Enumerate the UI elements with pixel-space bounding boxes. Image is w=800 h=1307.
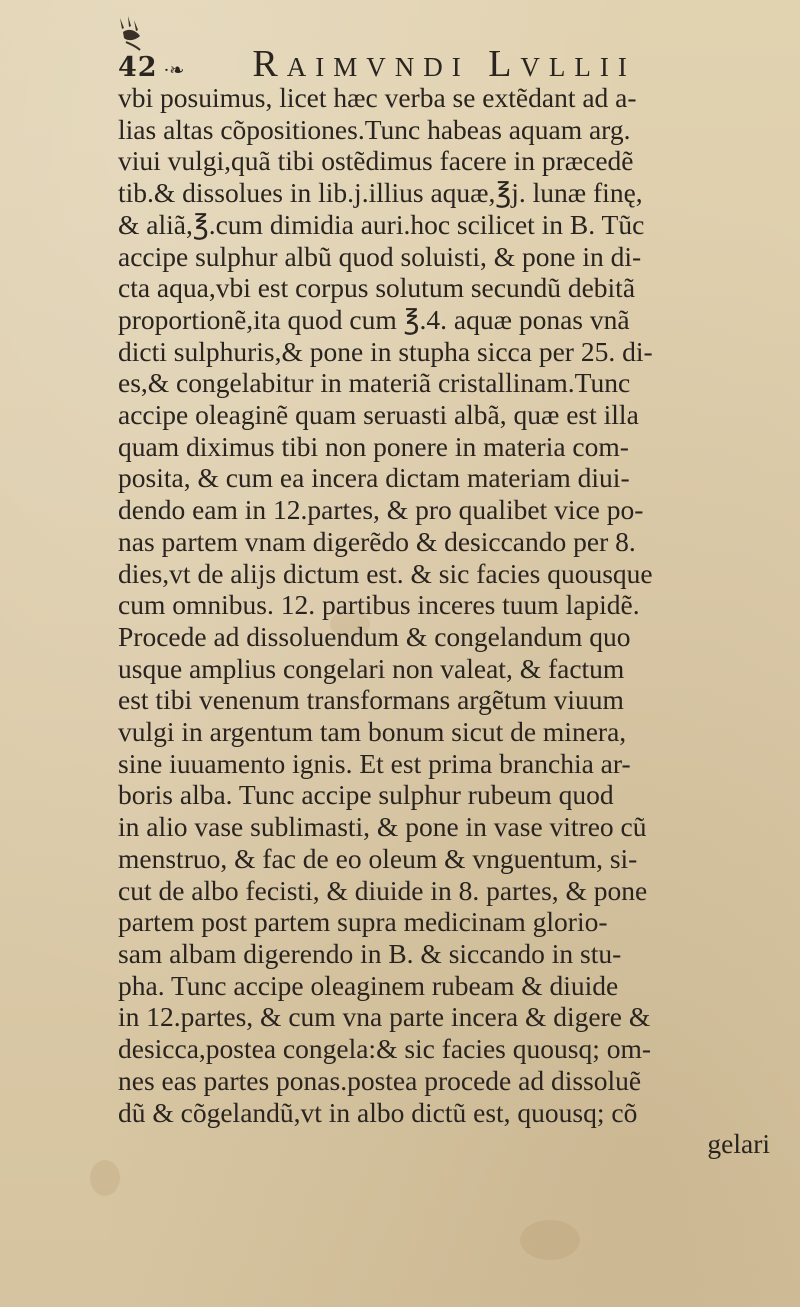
text-line: tib.& dissolues in lib.j.illius aquæ,℥j. lunæ finę, <box>118 177 643 209</box>
text-line: accipe oleaginẽ quam seruasti albã, quæ est illa <box>118 399 639 431</box>
body-text <box>118 82 794 1160</box>
text-line: vbi posuimus, licet hæc verba se extẽdant ad a- <box>118 82 637 113</box>
text-line: est tibi venenum transformans argẽtum viuum <box>118 684 624 716</box>
text-line: dies,vt de alijs dictum est. & sic facies quousque <box>118 557 653 589</box>
text-line: dendo eam in 12.partes, & pro qualibet vice po- <box>118 494 644 526</box>
fleuron-mark: ·❧ <box>163 60 185 81</box>
text-line: viui vulgi,quã tibi ostẽdimus facere in præcedẽ <box>118 145 634 177</box>
text-line: es,& congelabitur in materiã cristallinam.Tunc <box>118 367 631 399</box>
text-line: & aliã,℥.cum dimidia auri.hoc scilicet in B. Tũc <box>118 208 645 240</box>
text-line: in alio vase sublimasti, & pone in vase vitreo cũ <box>118 811 647 843</box>
text-line: in 12.partes, & cum vna parte incera & digere & <box>118 1001 651 1033</box>
text-line: posita, & cum ea incera dictam materiam diui- <box>118 462 630 494</box>
running-head: Raimvndi Lvllii <box>252 43 636 85</box>
text-line: nes eas partes ponas.postea procede ad dissoluẽ <box>118 1064 642 1096</box>
text-line: partem post partem supra medicinam glorio- <box>118 906 608 938</box>
text-line: quam diximus tibi non ponere in materia com- <box>118 430 629 462</box>
paper-stain <box>90 1160 120 1196</box>
text-line: nas partem vnam digerẽdo & desiccando per 8. <box>118 525 636 557</box>
text-line: sam albam digerendo in B. & siccando in stu- <box>118 937 622 969</box>
text-line: boris alba. Tunc accipe sulphur rubeum quod <box>118 779 614 811</box>
page-number: 42 <box>118 52 158 83</box>
text-line: pha. Tunc accipe oleaginem rubeam & diuide <box>118 969 619 1001</box>
text-line: proportionẽ,ita quod cum ℥.4. aquæ ponas vnã <box>118 303 630 335</box>
text-line: Procede ad dissoluendum & congelandum quo <box>118 620 631 652</box>
catchword: gelari <box>707 1128 770 1160</box>
text-line: desicca,postea congela:& sic facies quousq; om- <box>118 1033 652 1065</box>
text-line: dũ & cõgelandũ,vt in albo dictũ est, quousq; cõ <box>118 1096 638 1128</box>
text-line: usque amplius congelari non valeat, & factum <box>118 652 625 684</box>
text-line: vulgi in argentum tam bonum sicut de minera, <box>118 716 627 748</box>
text-line: lias altas cõpositiones.Tunc habeas aquam arg. <box>118 113 631 145</box>
text-line: dicti sulphuris,& pone in stupha sicca per 25. di- <box>118 335 653 367</box>
text-line: accipe sulphur albũ quod soluisti, & pone in di- <box>118 240 642 272</box>
page-header <box>118 42 750 86</box>
text-line: cum omnibus. 12. partibus inceres tuum lapidẽ. <box>118 589 640 621</box>
text-line: cta aqua,vbi est corpus solutum secundũ debitã <box>118 272 636 304</box>
paper-stain <box>520 1220 580 1260</box>
text-line: menstruo, & fac de eo oleum & vnguentum, si- <box>118 842 638 874</box>
text-line: sine iuuamento ignis. Et est prima branchia ar- <box>118 747 631 779</box>
text-line: cut de albo fecisti, & diuide in 8. partes, & pone <box>118 874 648 906</box>
